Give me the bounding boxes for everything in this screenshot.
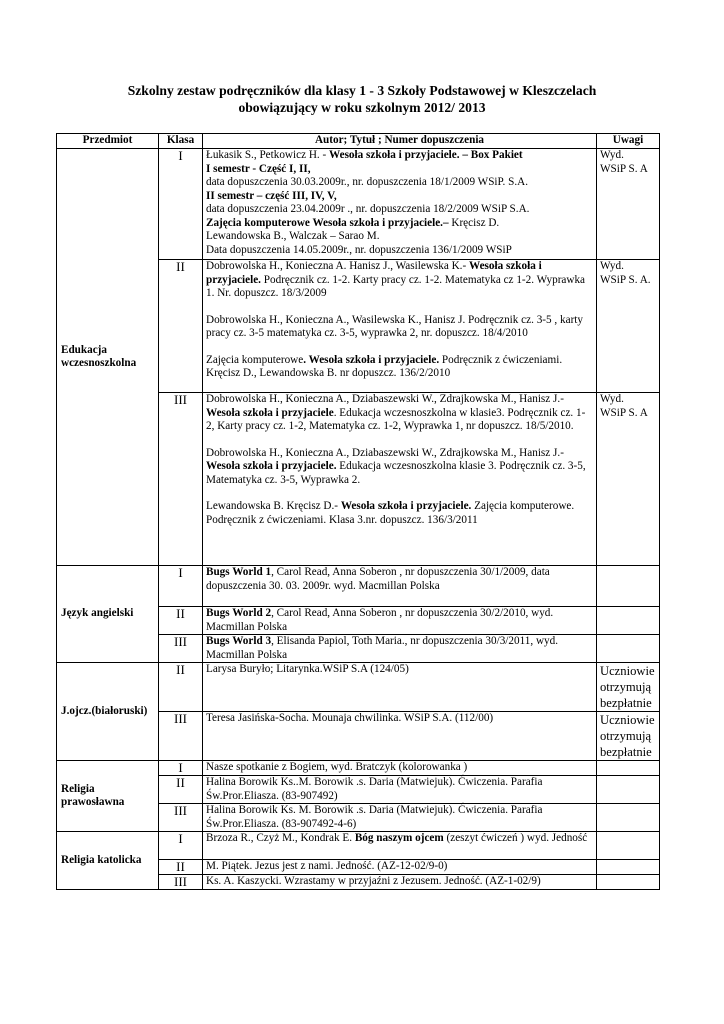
header-row <box>57 134 660 149</box>
autor-cell: Halina Borowik Ks..M. Borowik .s. Daria (Matwiejuk). Ćwiczenia. Parafia Św.Pror.Eliasza. (83-907492) <box>203 776 597 804</box>
uwagi-cell: Wyd. WSiP S. A. <box>597 260 660 393</box>
klasa-cell: I <box>159 761 203 776</box>
uwagi-cell: Wyd. WSiP S. A <box>597 393 660 566</box>
klasa-cell: III <box>159 875 203 890</box>
klasa-cell: II <box>159 860 203 875</box>
autor-cell: Bugs World 2, Carol Read, Anna Soberon , nr dopuszczenia 30/2/2010, wyd. Macmillan Polska <box>203 607 597 635</box>
subject-edukacja-wczesnoszkolna: Edukacja wczesnoszkolna <box>57 149 159 566</box>
klasa-cell: I <box>159 832 203 860</box>
klasa-cell: III <box>159 804 203 832</box>
uwagi-cell <box>597 761 660 776</box>
autor-cell: Ks. A. Kaszycki. Wzrastamy w przyjaźni z Jezusem. Jedność. (AZ-1-02/9) <box>203 875 597 890</box>
table-row <box>57 149 660 260</box>
uwagi-cell <box>597 875 660 890</box>
klasa-cell: I <box>159 149 203 260</box>
klasa-cell: III <box>159 635 203 663</box>
autor-cell: Halina Borowik Ks. M. Borowik .s. Daria (Matwiejuk). Ćwiczenia. Parafia Św.Pror.Eliasza. (83-907492-4-6) <box>203 804 597 832</box>
header-uwagi: Uwagi <box>597 134 660 149</box>
klasa-cell: II <box>159 607 203 635</box>
subject-religia-prawoslawna: Religia prawosławna <box>57 761 159 832</box>
uwagi-cell <box>597 860 660 875</box>
uwagi-cell <box>597 832 660 860</box>
table-row <box>57 832 660 860</box>
uwagi-cell <box>597 635 660 663</box>
title-line-1: Szkolny zestaw podręczników dla klasy 1 - 3 Szkoły Podstawowej w Kleszczelach <box>127 83 597 98</box>
uwagi-cell <box>597 776 660 804</box>
uwagi-cell: Uczniowie otrzymują bezpłatnie <box>597 712 660 761</box>
uwagi-cell: Wyd. WSiP S. A <box>597 149 660 260</box>
autor-cell: Teresa Jasińska-Socha. Mounaja chwilinka. WSiP S.A. (112/00) <box>203 712 597 761</box>
uwagi-cell <box>597 607 660 635</box>
autor-cell: Larysa Buryło; Litarynka.WSiP S.A (124/05) <box>203 663 597 712</box>
subject-religia-katolicka: Religia katolicka <box>57 832 159 890</box>
table-row <box>57 566 660 607</box>
subject-jezyk-bialoruski: J.ojcz.(białoruski) <box>57 663 159 761</box>
uwagi-cell: Uczniowie otrzymują bezpłatnie <box>597 663 660 712</box>
autor-cell: Dobrowolska H., Konieczna A., Dziabaszewski W., Zdrajkowska M., Hanisz J.- Wesoła szkoła i przyjaciele. Edukacja wczesnoszkolna w klasie3. Podręcznik cz. 1-2, Karty pracy cz. 1-2, Matematyka cz. 1-2, Wyprawka 1, nr dopuszcz. 18/5/2010. Dobrowolska H., Konieczna A., Dziabaszewski W., Zdrajkowska M., Hanisz J.- Wesoła szkoła i przyjaciele. Edukacja wczesnoszkolna klasie 3. Podręcznik cz. 3-5, Matematyka cz. 3-5, Wyprawka 2. Lewandowska B. Kręcisz D.- Wesoła szkoła i przyjaciele. Zajęcia komputerowe. Podręcznik z ćwiczeniami. Klasa 3.nr. dopuszcz. 136/3/2011 <box>203 393 597 566</box>
autor-cell: Dobrowolska H., Konieczna A. Hanisz J., Wasilewska K.- Wesoła szkoła i przyjaciele. Podręcznik cz. 1-2. Karty pracy cz. 1-2. Matematyka cz 1-2. Wyprawka 1. Nr. dopuszcz. 18/3/2009 Dobrowolska H., Konieczna A., Wasilewska K., Hanisz J. Podręcznik cz. 3-5 , karty pracy cz. 3-5 matematyka cz. 3-5, wyprawka 2, nr. dopuszcz. 18/4/2010 Zajęcia komputerowe. Wesoła szkoła i przyjaciele. Podręcznik z ćwiczeniami. Kręcisz D., Lewandowska B. nr dopuszcz. 136/2/2010 <box>203 260 597 393</box>
table-row <box>57 663 660 712</box>
klasa-cell: II <box>159 776 203 804</box>
uwagi-cell <box>597 566 660 607</box>
autor-cell: Nasze spotkanie z Bogiem, wyd. Bratczyk (kolorowanka ) <box>203 761 597 776</box>
table-row <box>57 761 660 776</box>
autor-cell: Brzoza R., Czyż M., Kondrak E. Bóg naszym ojcem (zeszyt ćwiczeń ) wyd. Jedność <box>203 832 597 860</box>
subject-jezyk-angielski: Język angielski <box>57 566 159 663</box>
autor-cell: Łukasik S., Petkowicz H. - Wesoła szkoła i przyjaciele. – Box Pakiet I semestr - Część I, II, data dopuszczenia 30.03.2009r., nr. dopuszczenia 18/1/2009 WSiP. S.A. II semestr – część III, IV, V, data dopuszczenia 23.04.2009r ., nr. dopuszczenia 18/2/2009 WSiP S.A. Zajęcia komputerowe Wesoła szkoła i przyjaciele.– Kręcisz D. Lewandowska B., Walczak – Sarao M. Data dopuszczenia 14.05.2009r., nr. dopuszczenia 136/1/2009 WSiP <box>203 149 597 260</box>
uwagi-cell <box>597 804 660 832</box>
document-title <box>0 82 724 116</box>
header-przedmiot: Przedmiot <box>57 134 159 149</box>
klasa-cell: III <box>159 393 203 566</box>
autor-cell: Bugs World 3, Elisanda Papiol, Toth Maria., nr dopuszczenia 30/3/2011, wyd. Macmillan Polska <box>203 635 597 663</box>
title-line-2: obowiązujący w roku szkolnym 2012/ 2013 <box>238 100 486 115</box>
header-autor: Autor; Tytuł ; Numer dopuszczenia <box>203 134 597 149</box>
autor-cell: Bugs World 1, Carol Read, Anna Soberon , nr dopuszczenia 30/1/2009, data dopuszczenia 30. 03. 2009r. wyd. Macmillan Polska <box>203 566 597 607</box>
autor-cell: M. Piątek. Jezus jest z nami. Jedność. (AZ-12-02/9-0) <box>203 860 597 875</box>
klasa-cell: III <box>159 712 203 761</box>
header-klasa: Klasa <box>159 134 203 149</box>
klasa-cell: II <box>159 260 203 393</box>
klasa-cell: I <box>159 566 203 607</box>
textbook-table <box>56 133 660 890</box>
klasa-cell: II <box>159 663 203 712</box>
